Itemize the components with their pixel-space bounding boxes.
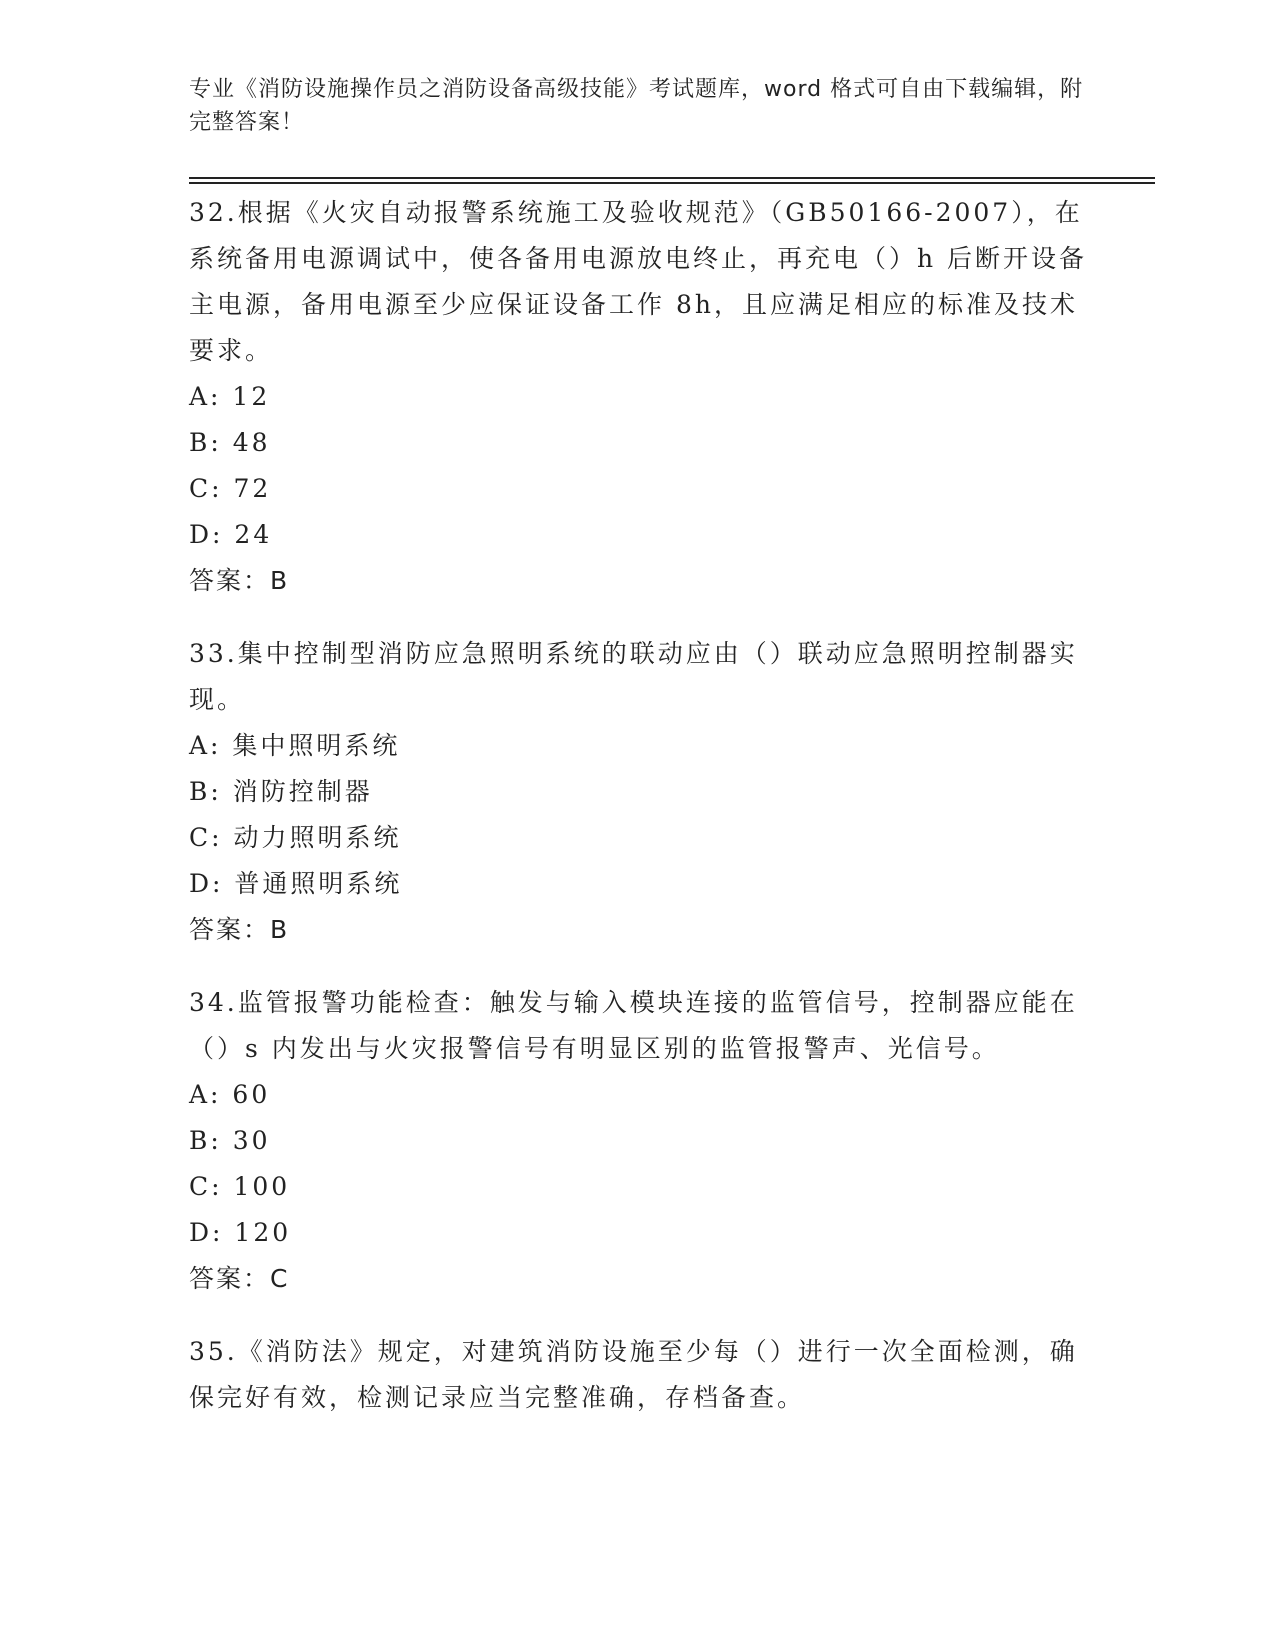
option-c: C: 动力照明系统 (189, 823, 402, 852)
question-35 (189, 1329, 1089, 1421)
answer-line: 答案：B (189, 915, 290, 944)
option-a: A: 集中照明系统 (189, 731, 401, 760)
option-b: B: 消防控制器 (189, 777, 373, 806)
question-text: 35.《消防法》规定，对建筑消防设施至少每（）进行一次全面检测，确保完好有效，检测记录应当完整准确，存档备查。 (189, 1337, 1078, 1412)
question-34 (189, 980, 1089, 1302)
option-a: A: 12 (189, 382, 271, 411)
option-c: C: 72 (189, 474, 272, 503)
question-33 (189, 631, 1089, 953)
option-b: B: 48 (189, 428, 271, 457)
header-divider-bottom (189, 182, 1155, 184)
header-divider-top (189, 177, 1155, 179)
answer-line: 答案：C (189, 1264, 290, 1293)
option-d: D: 普通照明系统 (189, 869, 403, 898)
question-list (189, 190, 1089, 1448)
page-header: 专业《消防设施操作员之消防设备高级技能》考试题库，word 格式可自由下载编辑，附完整答案！ (189, 77, 1084, 135)
question-32 (189, 190, 1089, 604)
option-a: A: 60 (189, 1080, 271, 1109)
question-text: 33.集中控制型消防应急照明系统的联动应由（）联动应急照明控制器实现。 (189, 639, 1078, 714)
question-text: 34.监管报警功能检查：触发与输入模块连接的监管信号，控制器应能在（）s 内发出与火灾报警信号有明显区别的监管报警声、光信号。 (189, 988, 1078, 1063)
option-d: D: 120 (189, 1218, 292, 1247)
answer-line: 答案：B (189, 566, 290, 595)
option-c: C: 100 (189, 1172, 291, 1201)
question-text: 32.根据《火灾自动报警系统施工及验收规范》（GB50166-2007），在系统备用电源调试中，使各备用电源放电终止，再充电（）h 后断开设备主电源，备用电源至少应保证设备工作 8h，且应满足相应的标准及技术要求。 (189, 198, 1088, 365)
option-b: B: 30 (189, 1126, 271, 1155)
option-d: D: 24 (189, 520, 273, 549)
